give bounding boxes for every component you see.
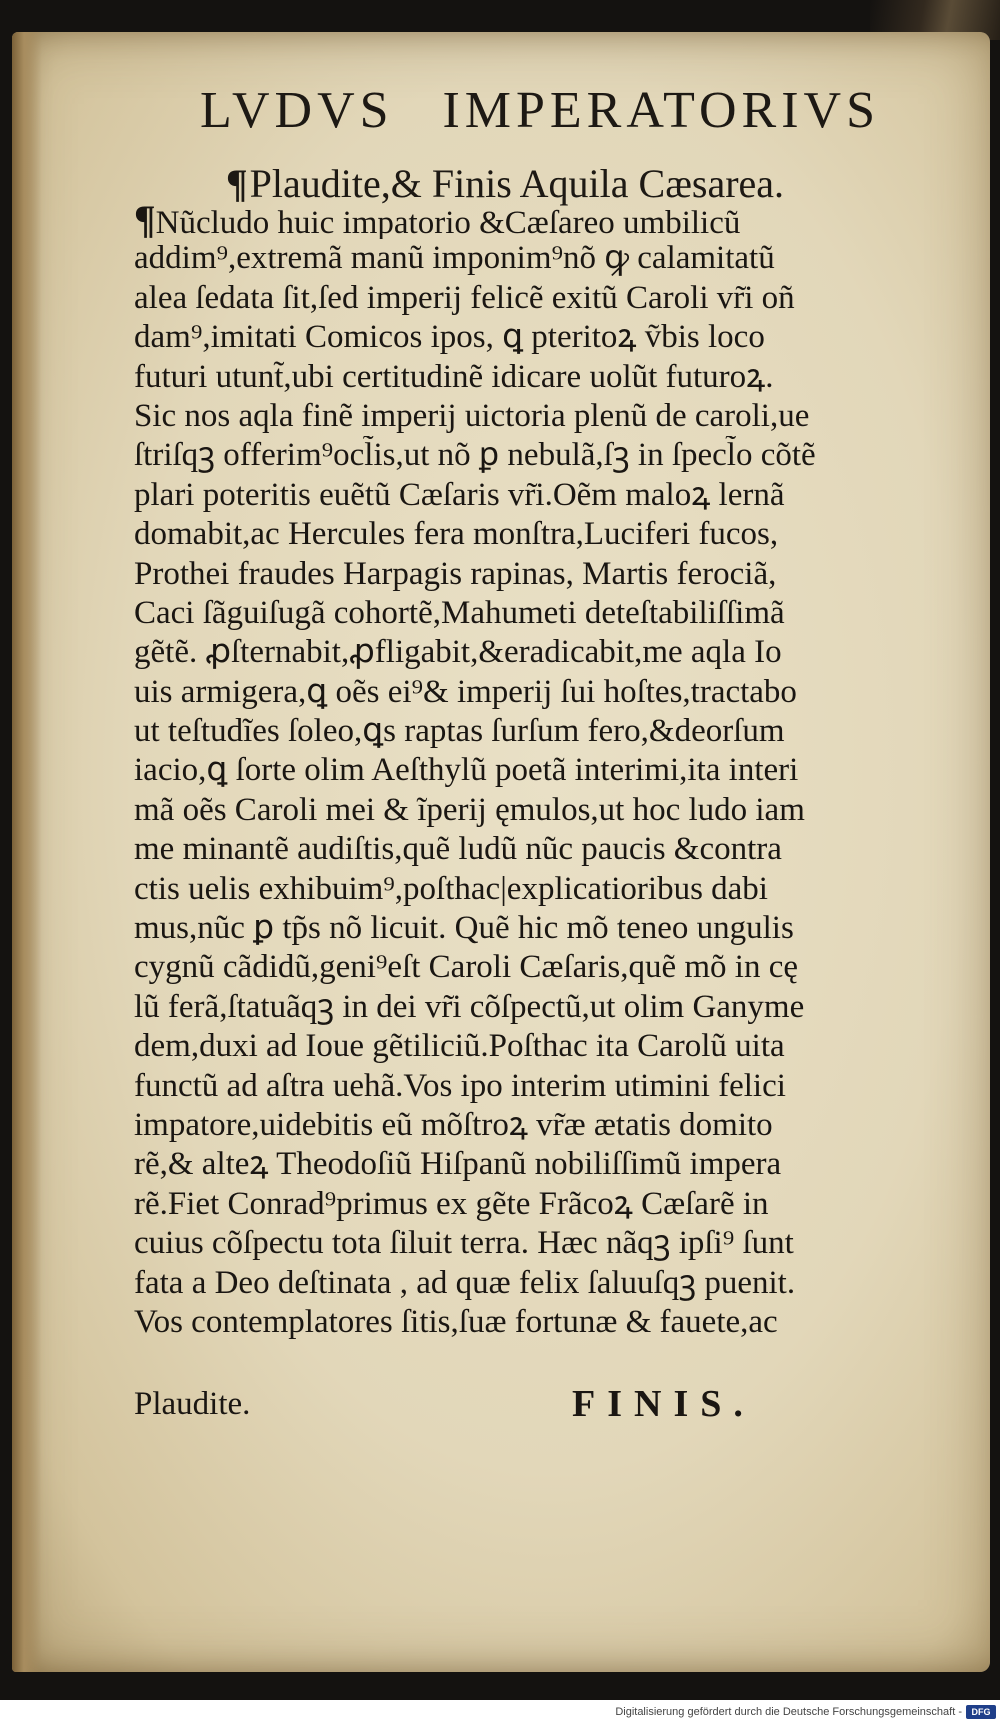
- text-line: fata a Deo deſtinata , ad quæ felix ſaluuſqꝫ puenit.: [134, 1264, 796, 1301]
- text-line: ¶Nũcludo huic impatorio &Cæſareo umbilicũ: [134, 200, 884, 239]
- text-line: rẽ,& alteꝝ Theodoſiũ Hiſpanũ nobiliſſimũ impera: [134, 1146, 782, 1183]
- text-line: Prothei fraudes Harpagis rapinas, Martis ferociã,: [134, 555, 777, 592]
- body-text: [134, 200, 884, 1342]
- text-line: Sic nos aqla finẽ imperij uictoria plenũ de caroli,ue: [134, 397, 810, 434]
- text-line: lũ ferã,ſtatuãqꝫ in dei vr̃i cõſpectũ,ut olim Ganyme: [134, 988, 805, 1025]
- text-line: ſtriſqꝫ offerim⁹ocl̃is,ut nõ ꝑ nebulã,ſꝫ in ſpecl̃o cõtẽ: [134, 437, 816, 474]
- text-line: impatore,uidebitis eũ mõſtroꝝ vr̃æ ætatis domito: [134, 1106, 773, 1143]
- page-spine-shadow: [12, 32, 42, 1672]
- closing-plaudite: Plaudite.: [134, 1386, 251, 1422]
- text-line: functũ ad aſtra uehã.Vos ipo interim utimini felici: [134, 1067, 786, 1104]
- text-line: iacio,ꝗ ſorte olim Aeſthylũ poetã interimi,ita interi: [134, 752, 799, 789]
- finis-label: FINIS.: [572, 1383, 755, 1425]
- text-line: cuius cõſpectu tota ſiluit terra. Hæc nãqꝫ ipſi⁹ ſunt: [134, 1225, 794, 1262]
- pilcrow-icon: ¶: [226, 161, 248, 206]
- text-line: ctis uelis exhibuim⁹,poſthac|explicatioribus dabi: [134, 870, 768, 907]
- dfg-logo-icon: DFG: [966, 1705, 996, 1719]
- text-line: ut teſtudĩes ſoleo,ꝗs raptas ſurſum fero,&deorſum: [134, 713, 785, 750]
- text-line: uis armigera,ꝗ oẽs ei⁹& imperij ſui hoſtes,tractabo: [134, 673, 797, 710]
- header-right: IMPERATORIVS: [442, 81, 880, 139]
- text-line: Caci ſãguiſugã cohortẽ,Mahumeti deteſtabiliſſimã: [134, 594, 785, 631]
- text-line: alea ſedata ſit,ſed imperij felicẽ exitũ Caroli vr̃i oñ: [134, 279, 795, 316]
- text-line: mus,nũc ꝑ tp̃s nõ licuit. Quẽ hic mõ teneo ungulis: [134, 910, 794, 947]
- text-line: addim⁹,extremã manũ imponim⁹nõ ꝙ calamitatũ: [134, 240, 775, 277]
- closing-line: [134, 1382, 894, 1428]
- text-line: domabit,ac Hercules fera monſtra,Luciferi fucos,: [134, 516, 779, 553]
- pilcrow-icon: ¶: [134, 200, 156, 240]
- text-line: dem,duxi ad Ioue gẽtiliciũ.Poſthac ita Carolũ uita: [134, 1028, 785, 1065]
- text-line: mã oẽs Caroli mei & ĩperij ęmulos,ut hoc ludo iam: [134, 791, 805, 828]
- running-header: [200, 72, 880, 148]
- funding-credit: Digitalisierung gefördert durch die Deutsche Forschungsgemeinschaft -: [615, 1706, 962, 1718]
- text-line: futuri utunt̃,ubi certitudinẽ idicare uolũt futuroꝝ.: [134, 358, 774, 395]
- digitization-footer: [0, 1700, 1000, 1724]
- text-line: dam⁹,imitati Comicos ipos, ꝗ pteritoꝝ ṽbis loco: [134, 319, 765, 356]
- text-line: rẽ.Fiet Conrad⁹primus ex gẽte Frãcoꝝ Cæſarẽ in: [134, 1185, 769, 1222]
- text-line: Vos contemplatores ſitis,ſuæ fortunæ & fauete,ac: [134, 1303, 778, 1340]
- text-line: gẽtẽ. ꝓſternabit,ꝓfligabit,&eradicabit,me aqla Io: [134, 634, 782, 671]
- header-left: LVDVS: [200, 81, 394, 139]
- subheading-text: Plaudite,& Finis Aquila Cæsarea.: [249, 161, 785, 206]
- text-line: cygnũ cãdidũ,geni⁹eſt Caroli Cæſaris,quẽ mõ in cę: [134, 949, 799, 986]
- text-line: me minantẽ audiſtis,quẽ ludũ nũc paucis &contra: [134, 831, 782, 868]
- text-line: plari poteritis euẽtũ Cæſaris vr̃i.Oẽm maloꝝ lernã: [134, 476, 785, 513]
